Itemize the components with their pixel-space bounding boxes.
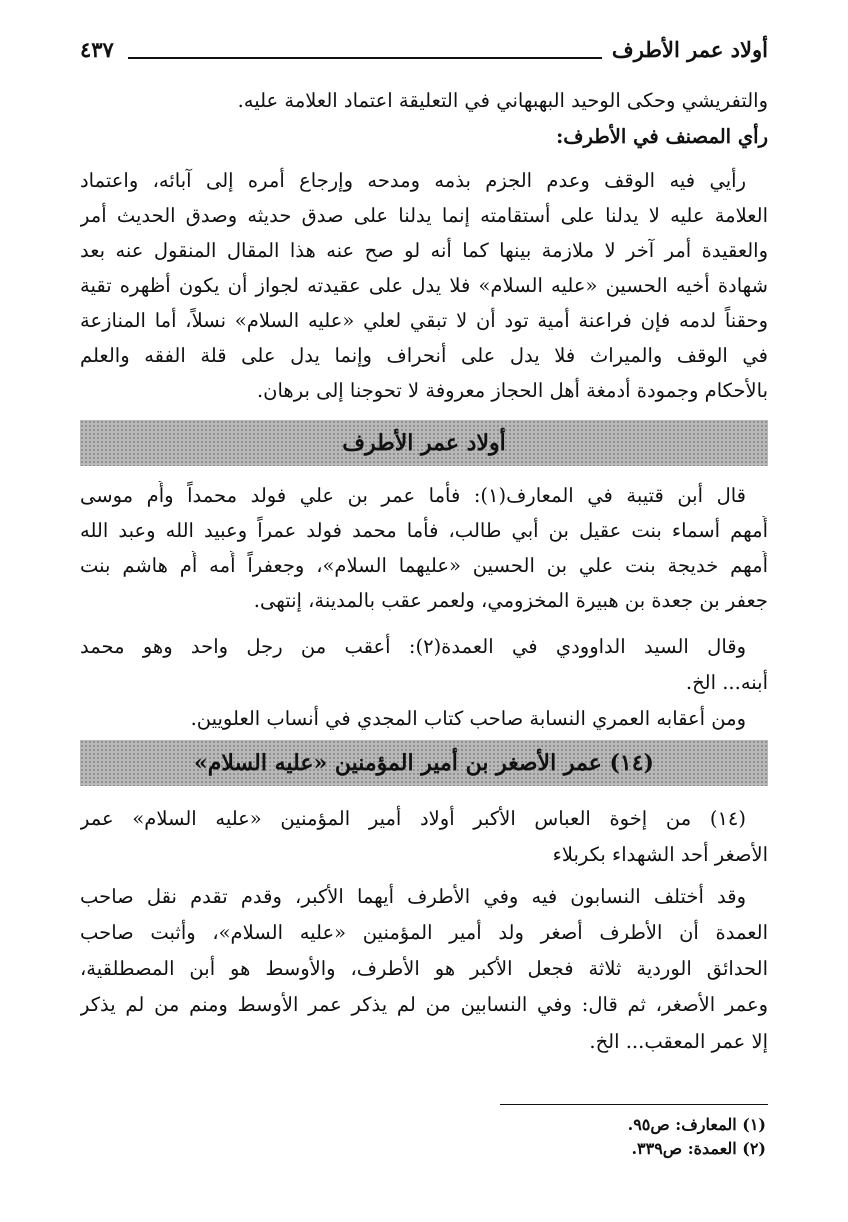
text-line: ومن أعقابه العمري النسابة صاحب كتاب المجدي في أنساب العلويين. bbox=[190, 707, 746, 730]
text-line: أبنه... الخ. bbox=[685, 671, 768, 694]
text-line: والعقيدة أمر آخر لا ملازمة بينها كما أنه لو صح عنه هذا المقال المنقول عنه بعد bbox=[80, 239, 768, 262]
text-line: شهادة أخيه الحسين «عليه السلام» فلا يدل على عقيدته لجواز أن يكون أظهره تقية bbox=[80, 274, 768, 297]
text-line: قال أبن قتيبة في المعارف(١): فأما عمر بن علي فولد محمداً وأُم موسى bbox=[80, 484, 746, 507]
footnote: (١) المعارف: ص٩٥. bbox=[627, 1115, 766, 1134]
text-line: (١٤) من إخوة العباس الأكبر أولاد أمير المؤمنين «عليه السلام» عمر bbox=[80, 807, 746, 830]
section-title: أولاد عمر الأطرف bbox=[342, 430, 506, 456]
text-line: جعفر بن جعدة بن هبيرة المخزومي، ولعمر عقب بالمدينة، إنتهى. bbox=[253, 589, 768, 612]
text-line: رأيي فيه الوقف وعدم الجزم بذمه ومدحه وإرجاع أمره إلى آبائه، واعتماد bbox=[80, 169, 746, 192]
text-line: والتفريشي وحكى الوحيد البهبهاني في التعليقة اعتماد العلامة عليه. bbox=[237, 89, 768, 112]
text-line: أُمهم أسماء بنت عقيل بن أبي طالب، فأما محمد فولد عمراً وعبيد الله وعبد الله bbox=[80, 519, 768, 542]
text-line: الحدائق الوردية ثلاثة فجعل الأكبر هو الأطرف، والأوسط هو أبن المصطلقية، bbox=[80, 957, 768, 980]
page-number: ٤٣٧ bbox=[80, 37, 114, 62]
text-line: العمدة أن الأطرف أصغر ولد أمير المؤمنين «عليه السلام»، وأثبت صاحب bbox=[80, 921, 768, 944]
footnote-rule bbox=[500, 1104, 768, 1105]
text-line: في الوقف والميراث فلا يدل على أنحراف وإنما يدل على قلة الفقه والعلم bbox=[80, 344, 768, 367]
text-line: الأصغر أحد الشهداء بكربلاء bbox=[552, 843, 768, 866]
text-line: وحقناً لدمه فإن فراعنة أمية تود أن لا تبقي لعلي «عليه السلام» نسلاً، أما المنازعة bbox=[80, 309, 768, 332]
text-line: إلا عمر المعقب... الخ. bbox=[589, 1030, 768, 1053]
section-banner bbox=[80, 740, 768, 786]
text-line: وقد أختلف النسابون فيه وفي الأطرف أيهما الأكبر، وقدم تقدم نقل صاحب bbox=[80, 885, 746, 908]
text-line: وقال السيد الداوودي في العمدة(٢): أعقب من رجل واحد وهو محمد bbox=[80, 635, 746, 658]
text-line: العلامة عليه لا يدلنا على أستقامته إنما يدلنا على صدق حديثه وصدق الحديث أمر bbox=[80, 204, 768, 227]
text-line: وعمر الأصغر، ثم قال: وفي النسابين من لم يذكر عمر الأوسط ومنم من لم يذكر bbox=[80, 993, 768, 1016]
page-header bbox=[80, 36, 768, 66]
text-line: بالأحكام وجمودة أدمغة أهل الحجاز معروفة لا تحوجنا إلى برهان. bbox=[256, 379, 768, 402]
section-banner bbox=[80, 420, 768, 466]
text-line: أُمهم خديجة بنت علي بن الحسين «عليهما السلام»، وجعفراً أُمه أُم هاشم بنت bbox=[80, 554, 768, 577]
subheading: رأي المصنف في الأطرف: bbox=[556, 125, 768, 148]
section-title: (١٤) عمر الأصغر بن أمير المؤمنين «عليه السلام» bbox=[194, 750, 654, 776]
footnote: (٢) العمدة: ص٣٣٩. bbox=[631, 1139, 766, 1158]
running-title: أولاد عمر الأطرف bbox=[611, 37, 768, 62]
header-rule bbox=[128, 57, 602, 59]
